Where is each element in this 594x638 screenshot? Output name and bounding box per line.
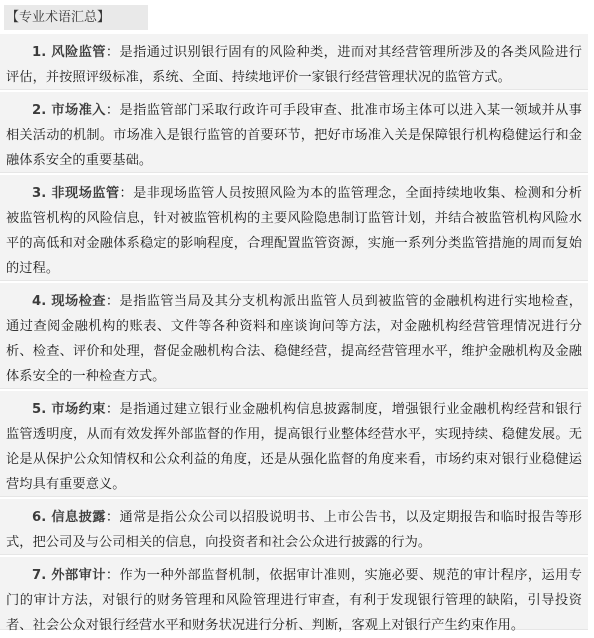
term-definition: 是非现场监管人员按照风险为本的监管理念，全面持续地收集、检测和分析被监管机构的风险信息，针对被监管机构的主要风险隐患制订监管计划，并结合被监管机构风险水平的高低和对金融体系稳定的影响程度，合理配置监管资源，实施一系列分类监管措施的周而复始的过程。 bbox=[6, 186, 583, 276]
term-definition: 作为一种外部监督机制，依据审计准则，实施必要、规范的审计程序，运用专门的审计方法，对银行的财务管理和风险管理进行审查，有利于发现银行管理的缺陷，引导投资者、社会公众对银行经营水平和财务状况进行分析、判断，客观上对银行产生约束作用。 bbox=[6, 568, 582, 633]
term-paragraph: 1. 风险监管：是指通过识别银行固有的风险种类，进而对其经营管理所涉及的各类风险进行评估，并按照评级标准，系统、全面、持续地评价一家银行经营管理状况的监管方式。 bbox=[6, 45, 582, 85]
term-definition: 是指通过识别银行固有的风险种类，进而对其经营管理所涉及的各类风险进行评估，并按照评级标准，系统、全面、持续地评价一家银行经营管理状况的监管方式。 bbox=[6, 45, 582, 85]
term-name: 5. 市场约束 bbox=[32, 402, 106, 417]
term-name: 7. 外部审计 bbox=[32, 568, 106, 583]
term-paragraph: 3. 非现场监管：是非现场监管人员按照风险为本的监管理念，全面持续地收集、检测和分析被监管机构的风险信息，针对被监管机构的主要风险隐患制订监管计划，并结合被监管机构风险水平的高低和对金融体系稳定的影响程度，合理配置监管资源，实施一系列分类监管措施的周而复始的过程。 bbox=[6, 186, 583, 276]
term-name: 2. 市场准入 bbox=[32, 103, 106, 118]
term-item-information-disclosure bbox=[0, 499, 588, 555]
term-paragraph: 4. 现场检查：是指监管当局及其分支机构派出监管人员到被监管的金融机构进行实地检查，通过查阅金融机构的账表、文件等各种资料和座谈询问等方法，对金融机构经营管理情况进行分析、检查、评价和处理，督促金融机构合法、稳健经营，提高经营管理水平，维护金融机构及金融体系安全的一种检查方式。 bbox=[6, 294, 582, 384]
term-paragraph: 7. 外部审计：作为一种外部监督机制，依据审计准则，实施必要、规范的审计程序，运用专门的审计方法，对银行的财务管理和风险管理进行审查，有利于发现银行管理的缺陷，引导投资者、社会公众对银行经营水平和财务状况进行分析、判断，客观上对银行产生约束作用。 bbox=[6, 568, 582, 633]
term-paragraph: 5. 市场约束：是指通过建立银行业金融机构信息披露制度，增强银行业金融机构经营和银行监管透明度，从而有效发挥外部监督的作用，提高银行业整体经营水平，实现持续、稳健发展。无论是从保护公众知情权和公众利益的角度，还是从强化监督的角度来看，市场约束对银行业稳健运营均具有重要意义。 bbox=[6, 402, 582, 492]
section-heading: 【专业术语汇总】 bbox=[4, 5, 148, 30]
term-paragraph: 2. 市场准入：是指监管部门采取行政许可手段审查、批准市场主体可以进入某一领域并从事相关活动的机制。市场准入是银行监管的首要环节，把好市场准入关是保障银行机构稳健运行和金融体系安全的重要基础。 bbox=[6, 103, 582, 168]
term-definition: 是指通过建立银行业金融机构信息披露制度，增强银行业金融机构经营和银行监管透明度，从而有效发挥外部监督的作用，提高银行业整体经营水平，实现持续、稳健发展。无论是从保护公众知情权和公众利益的角度，还是从强化监督的角度来看，市场约束对银行业稳健运营均具有重要意义。 bbox=[6, 402, 582, 492]
term-item-risk-supervision bbox=[0, 34, 588, 90]
term-item-onsite-inspection bbox=[0, 283, 588, 389]
term-item-external-audit bbox=[0, 557, 588, 633]
term-definition: 是指监管当局及其分支机构派出监管人员到被监管的金融机构进行实地检查，通过查阅金融机构的账表、文件等各种资料和座谈询问等方法，对金融机构经营管理情况进行分析、检查、评价和处理，督促金融机构合法、稳健经营，提高经营管理水平，维护金融机构及金融体系安全的一种检查方式。 bbox=[6, 294, 582, 384]
term-paragraph: 6. 信息披露：通常是指公众公司以招股说明书、上市公告书，以及定期报告和临时报告等形式，把公司及与公司相关的信息，向投资者和社会公众进行披露的行为。 bbox=[6, 510, 582, 550]
term-item-market-discipline bbox=[0, 391, 588, 497]
term-name: 4. 现场检查 bbox=[32, 294, 106, 309]
term-definition: 通常是指公众公司以招股说明书、上市公告书，以及定期报告和临时报告等形式，把公司及与公司相关的信息，向投资者和社会公众进行披露的行为。 bbox=[6, 510, 582, 550]
term-item-offsite-supervision bbox=[0, 175, 588, 281]
term-name: 1. 风险监管 bbox=[32, 45, 106, 60]
term-definition: 是指监管部门采取行政许可手段审查、批准市场主体可以进入某一领域并从事相关活动的机制。市场准入是银行监管的首要环节，把好市场准入关是保障银行机构稳健运行和金融体系安全的重要基础。 bbox=[6, 103, 582, 168]
term-item-market-access bbox=[0, 92, 588, 173]
term-name: 6. 信息披露 bbox=[32, 510, 106, 525]
term-name: 3. 非现场监管 bbox=[32, 186, 120, 201]
